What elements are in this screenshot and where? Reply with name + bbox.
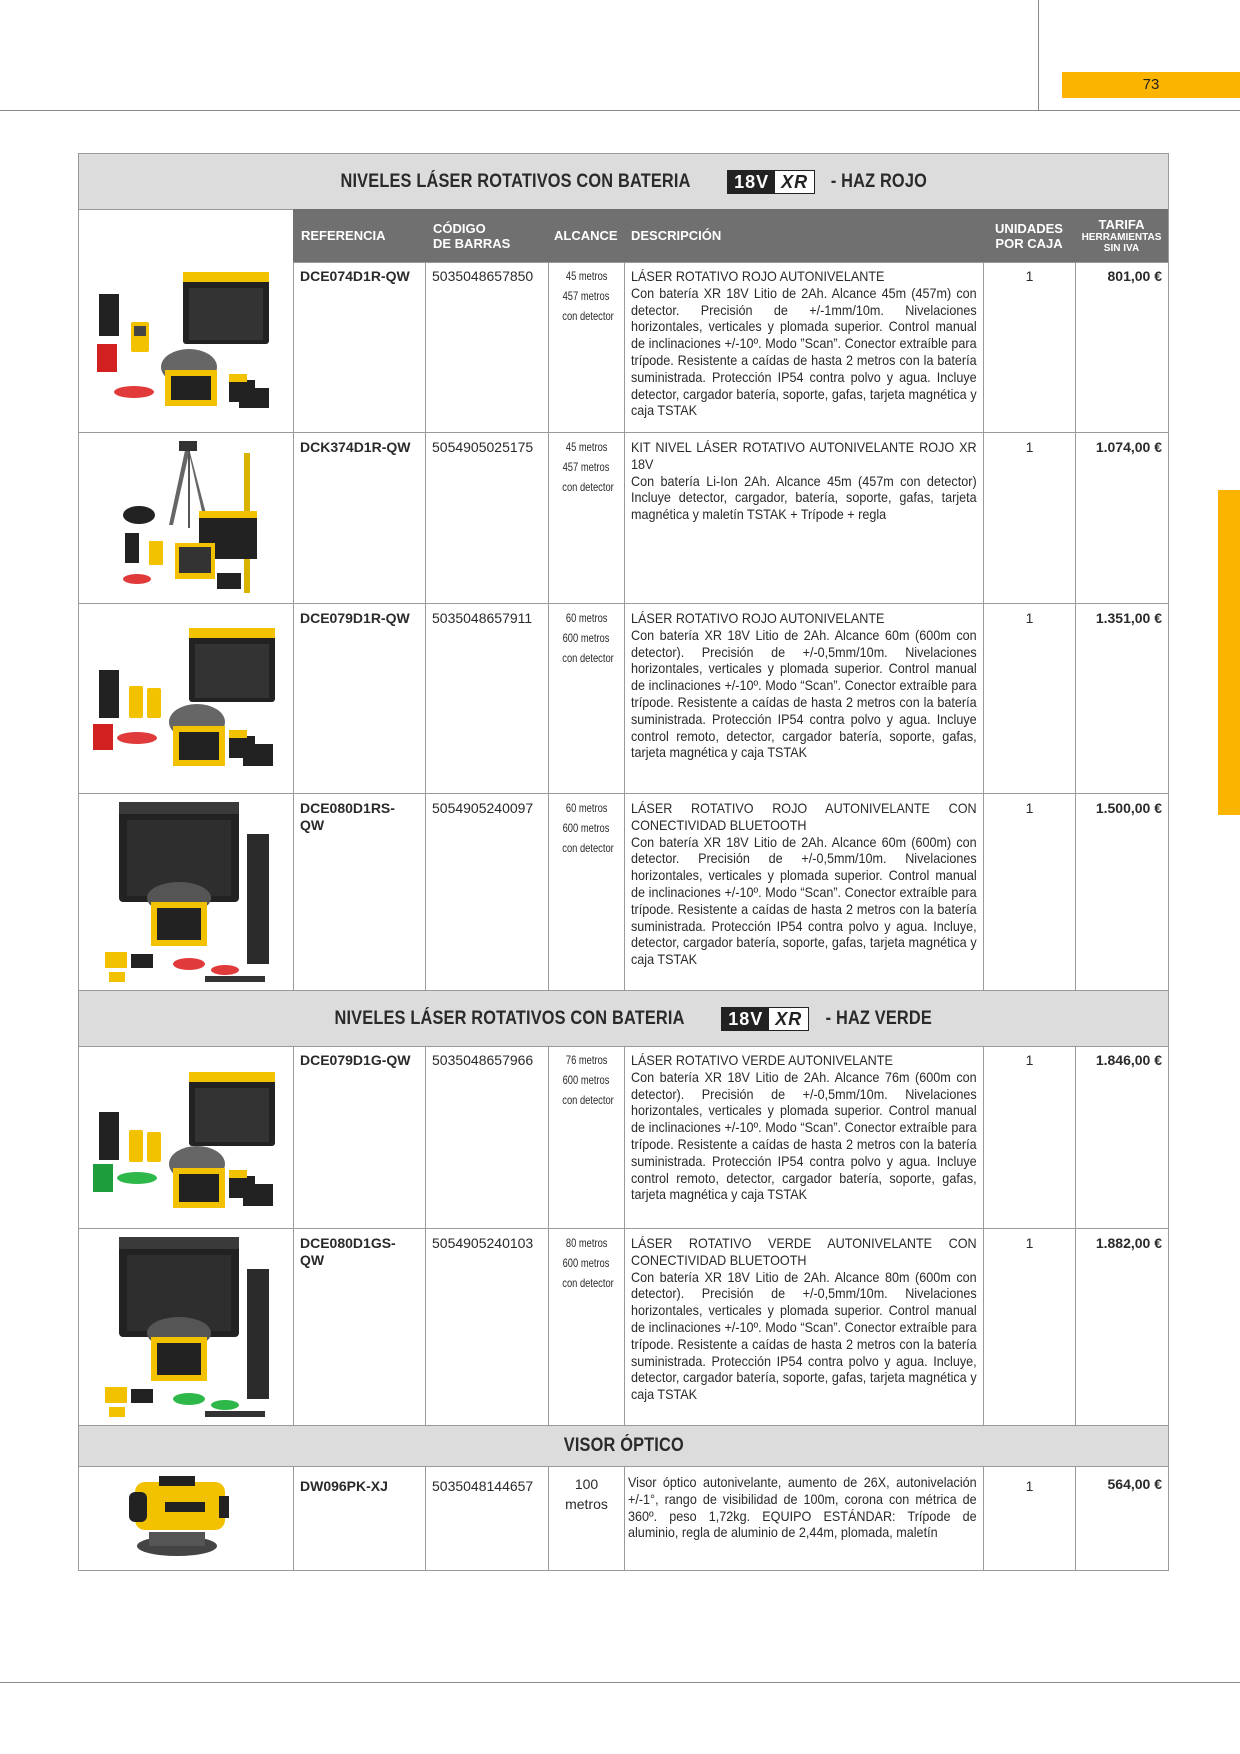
product-image (79, 433, 293, 603)
header-alcance: ALCANCE (554, 228, 618, 243)
laser-kit-green-image (79, 1046, 293, 1228)
section-title-green (79, 991, 1168, 1047)
product-units: 1 (983, 262, 1075, 432)
laser-kit-red-image (79, 604, 293, 793)
table-row (79, 794, 1168, 991)
top-divider (1038, 0, 1039, 110)
section-title-text: NIVELES LÁSER ROTATIVOS CON BATERIA (340, 170, 691, 192)
section-title-text: VISOR ÓPTICO (563, 1435, 684, 1456)
section-title-visor (79, 1426, 1168, 1467)
product-units: 1 (983, 1046, 1075, 1228)
product-price: 801,00 € (1075, 262, 1168, 432)
product-barcode: 5035048657911 (425, 604, 548, 793)
product-description: Visor óptico autonivelante, aumento de 26X, autonivelación +/-1°, rango de visibilidad de 100m, corona con métrica de 360º. peso 1,72kg. EQUIPO ESTÁNDAR: Trípode de aluminio, regla de aluminio de 2,44m, plomada, maletín (624, 1466, 983, 1570)
page-number: 73 (1062, 72, 1240, 98)
product-reference: DCE079D1G-QW (293, 1046, 425, 1228)
laser-kit-bluetooth-red-image (79, 794, 293, 990)
product-range: 60 metros 600 metros con detector (548, 794, 624, 990)
product-barcode: 5035048657966 (425, 1046, 548, 1228)
product-price: 1.882,00 € (1075, 1229, 1168, 1425)
product-barcode: 5035048144657 (425, 1466, 548, 1570)
header-descripcion: DESCRIPCIÓN (631, 228, 722, 243)
section-title-text: NIVELES LÁSER ROTATIVOS CON BATERIA (334, 1007, 685, 1029)
product-barcode: 5054905240103 (425, 1229, 548, 1425)
laser-kit-tripod-image (79, 433, 293, 603)
product-description: LÁSER ROTATIVO ROJO AUTONIVELANTE Con batería XR 18V Litio de 2Ah. Alcance 60m (600m con detector). Precisión de +/-0,5mm/10m. Nivelaciones horizontales, verticales y plomada superior. Control manual de inclinaciones +/-10º. Modo “Scan”. Conector extraíble para trípode. Resistente a caídas de hasta 2 metros con la batería suministrada. Protección IP54 contra polvo y agua. Incluye control remoto, detector, cargador batería, soporte, gafas, tarjeta magnética y caja TSTAK (624, 604, 983, 793)
table-header (293, 209, 1168, 263)
laser-kit-red-image (79, 262, 293, 432)
product-description: KIT NIVEL LÁSER ROTATIVO AUTONIVELANTE ROJO XR 18V Con batería Li-Ion 2Ah. Alcance 45m (457m con detector) Incluye detector, cargador, batería, soporte, gafas, tarjeta magnética y maletín TSTAK + Trípode + regla (624, 433, 983, 603)
header-codigo: CÓDIGO DE BARRAS (433, 220, 511, 251)
product-range: 60 metros 600 metros con detector (548, 604, 624, 793)
product-image (79, 1229, 293, 1425)
product-image (79, 604, 293, 793)
product-image (79, 262, 293, 432)
product-units: 1 (983, 794, 1075, 990)
product-image (79, 1466, 293, 1570)
product-price: 564,00 € (1075, 1466, 1168, 1570)
product-barcode: 5035048657850 (425, 262, 548, 432)
product-range: 45 metros 457 metros con detector (548, 433, 624, 603)
product-price: 1.846,00 € (1075, 1046, 1168, 1228)
18v-xr-logo: 18V XR (727, 170, 815, 194)
product-units: 1 (983, 604, 1075, 793)
product-barcode: 5054905240097 (425, 794, 548, 990)
product-image (79, 794, 293, 990)
price-table (78, 153, 1169, 1571)
product-description: LÁSER ROTATIVO VERDE AUTONIVELANTE CON CONECTIVIDAD BLUETOOTH Con batería XR 18V Litio de 2Ah. Alcance 80m (600m con detector). Precisión de +/-0,5mm/10m. Nivelaciones horizontales, verticales y plomada superior. Control manual de inclinaciones +/-10º. Modo “Scan”. Conector extraíble para trípode. Resistente a caídas de hasta 2 metros con la batería suministrada. Protección IP54 contra polvo y agua. Incluye, detector, cargador batería, soporte, gafas, tarjeta magnética y caja TSTAK (624, 1229, 983, 1425)
product-reference: DCE080D1RS-QW (293, 794, 425, 990)
top-rule (0, 110, 1240, 111)
product-units: 1 (983, 433, 1075, 603)
table-row (79, 604, 1168, 794)
table-row (79, 1229, 1168, 1426)
product-range: 45 metros 457 metros con detector (548, 262, 624, 432)
product-range: 80 metros 600 metros con detector (548, 1229, 624, 1425)
header-tarifa: TARIFA HERRAMIENTAS SIN IVA (1081, 216, 1162, 254)
header-referencia: REFERENCIA (301, 228, 386, 243)
18v-xr-logo: 18V XR (721, 1007, 809, 1031)
product-price: 1.351,00 € (1075, 604, 1168, 793)
product-description: LÁSER ROTATIVO VERDE AUTONIVELANTE Con batería XR 18V Litio de 2Ah. Alcance 76m (600m con detector). Precisión de +/-0,5mm/10m. Nivelaciones horizontales, verticales y plomada superior. Control manual de inclinaciones +/-10º. Modo “Scan”. Conector extraíble para trípode. Resistente a caídas de hasta 2 metros con la batería suministrada. Protección IP54 contra polvo y agua. Incluye control remoto, detector, cargador batería, soporte, gafas, tarjeta magnética y caja TSTAK (624, 1046, 983, 1228)
bottom-rule (0, 1682, 1240, 1683)
side-tab (1218, 490, 1240, 815)
optical-level-image (79, 1466, 293, 1569)
section-title-suffix: - HAZ VERDE (825, 1007, 933, 1029)
product-description: LÁSER ROTATIVO ROJO AUTONIVELANTE CON CONECTIVIDAD BLUETOOTH Con batería XR 18V Litio de 2Ah. Alcance 60m (600m) con detector. Precisión de +/-0,5mm/10m. Nivelaciones horizontales, verticales y plomada superior. Control manual de inclinaciones +/-10º. Modo “Scan”. Conector extraíble para trípode. Resistente a caídas de hasta 2 metros con la batería suministrada. Protección IP54 contra polvo y agua. Incluye, detector, cargador batería, soporte, gafas, tarjeta magnética y caja TSTAK (624, 794, 983, 990)
product-reference: DCE080D1GS-QW (293, 1229, 425, 1425)
product-reference: DCK374D1R-QW (293, 433, 425, 603)
product-reference: DW096PK-XJ (293, 1466, 425, 1570)
table-row (79, 433, 1168, 604)
product-image (79, 1046, 293, 1228)
product-price: 1.074,00 € (1075, 433, 1168, 603)
section-title-red (79, 154, 1168, 210)
product-range: 100 metros (548, 1466, 624, 1570)
product-units: 1 (983, 1229, 1075, 1425)
product-reference: DCE074D1R-QW (293, 262, 425, 432)
table-row (79, 1466, 1168, 1570)
laser-kit-bluetooth-green-image (79, 1229, 293, 1425)
section-title-suffix: - HAZ ROJO (830, 170, 928, 192)
product-barcode: 5054905025175 (425, 433, 548, 603)
product-description: LÁSER ROTATIVO ROJO AUTONIVELANTE Con batería XR 18V Litio de 2Ah. Alcance 45m (457m) con detector. Precisión de +/-1mm/10m. Nivelaciones horizontales, verticales y plomada superior. Control manual de inclinaciones +/-10º. Modo ”Scan”. Conector extraíble para trípode. Resistente a caídas de hasta 2 metros con la batería suministrada. Protección IP54 contra polvo y agua. Incluye detector, cargador batería, soporte, gafas, tarjeta magnética y caja TSTAK (624, 262, 983, 432)
table-row (79, 1046, 1168, 1229)
header-unidades: UNIDADES POR CAJA (995, 220, 1063, 251)
product-reference: DCE079D1R-QW (293, 604, 425, 793)
product-units: 1 (983, 1466, 1075, 1570)
product-price: 1.500,00 € (1075, 794, 1168, 990)
table-row (79, 262, 1168, 433)
product-range: 76 metros 600 metros con detector (548, 1046, 624, 1228)
